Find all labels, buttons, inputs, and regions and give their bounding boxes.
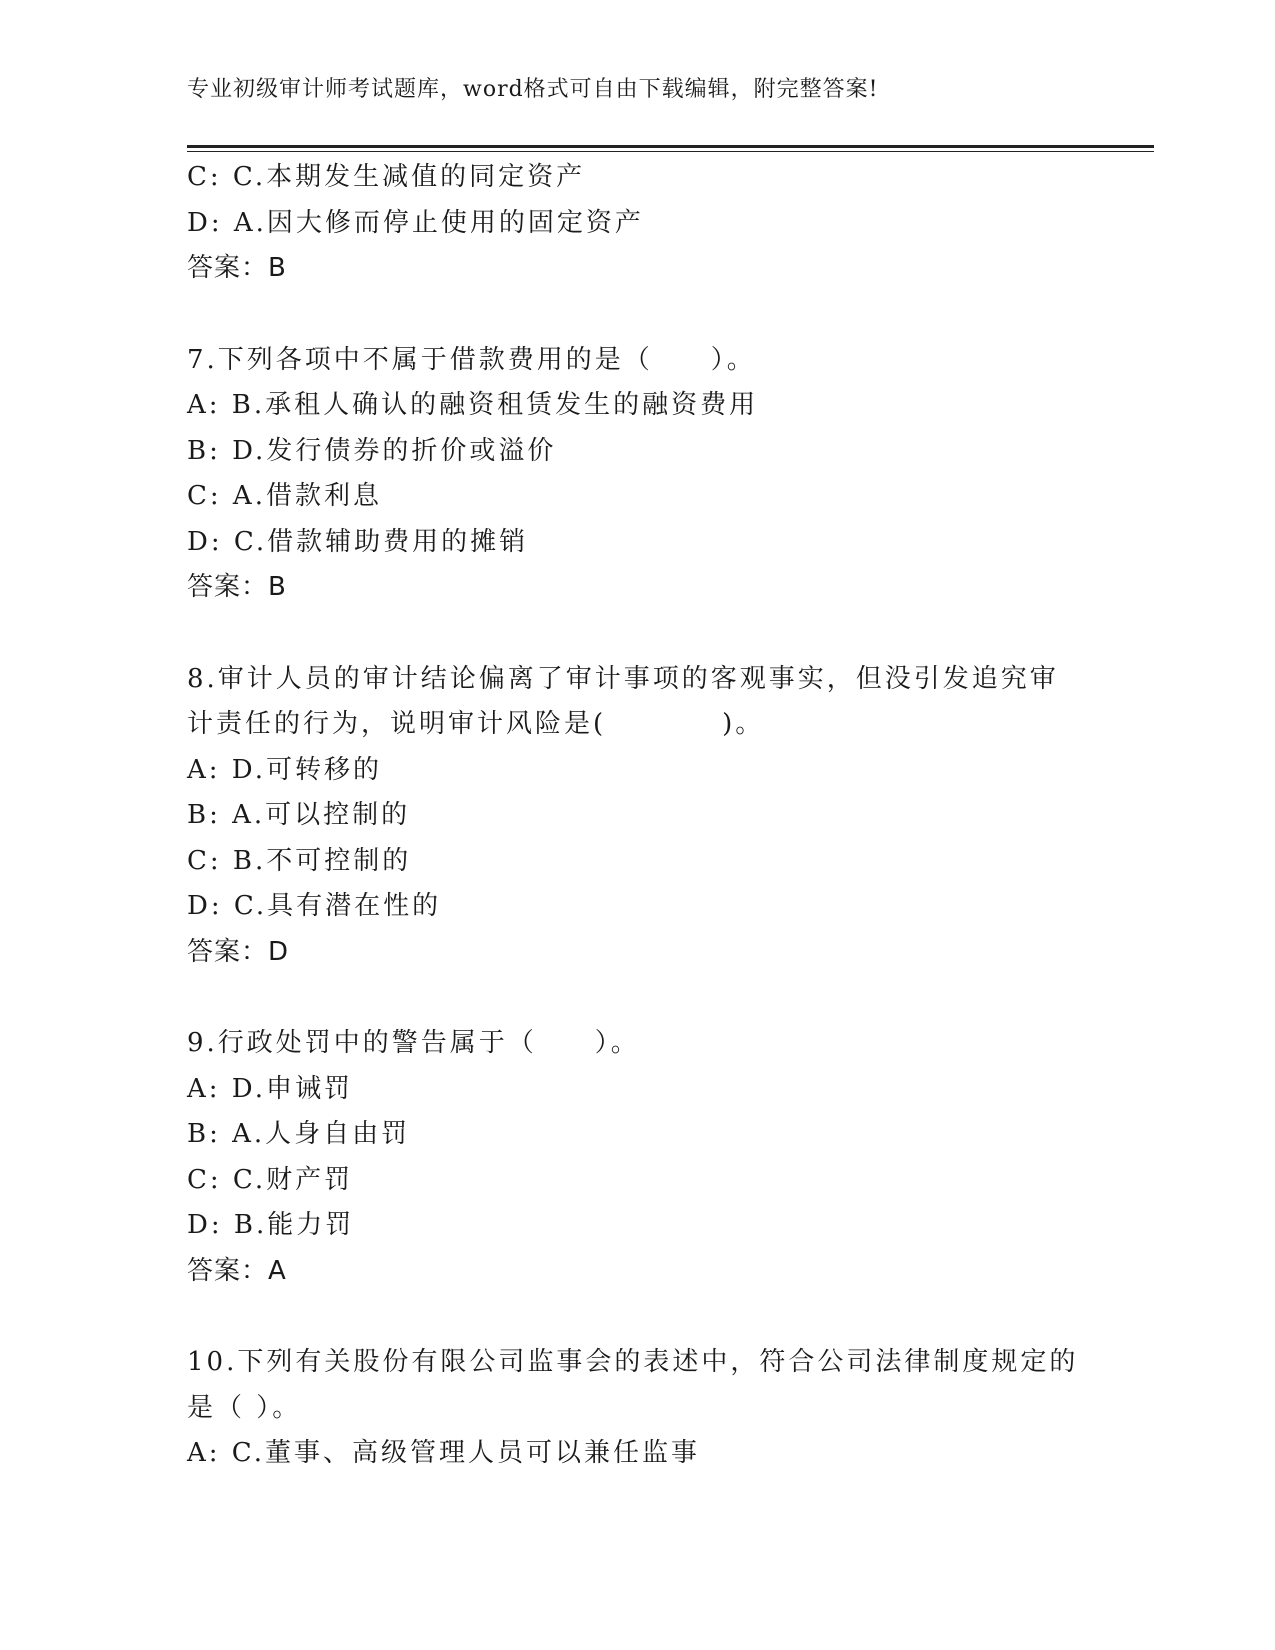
question-stem-line: 10.下列有关股份有限公司监事会的表述中，符合公司法律制度规定的 — [187, 1347, 1079, 1377]
answer-line: 答案：B — [187, 572, 287, 602]
question-stem: 9.行政处罚中的警告属于（ ）。 — [187, 1028, 640, 1058]
option-line: D: C.具有潜在性的 — [187, 891, 442, 921]
option-line: D: B.能力罚 — [187, 1210, 355, 1240]
question-stem-line: 是（ ）。 — [187, 1392, 302, 1423]
option-line: A: C.董事、高级管理人员可以兼任监事 — [187, 1438, 701, 1468]
header-note: 专业初级审计师考试题库，word格式可自由下载编辑，附完整答案! — [187, 77, 879, 102]
header-rule-thick — [187, 145, 1154, 148]
option-line: A: B.承租人确认的融资租赁发生的融资费用 — [187, 390, 759, 420]
header-rule-thin — [187, 151, 1154, 152]
option-line: C: B.不可控制的 — [187, 845, 412, 876]
question-stem-line: 计责任的行为，说明审计风险是( )。 — [187, 709, 765, 739]
option-line: C: C.本期发生减值的同定资产 — [187, 162, 586, 192]
answer-line: 答案：D — [187, 936, 290, 967]
option-line: B: A.人身自由罚 — [187, 1119, 411, 1149]
answer-line: 答案：B — [187, 253, 287, 283]
option-line: A: D.可转移的 — [187, 754, 382, 785]
option-line: C: A.借款利息 — [187, 481, 382, 511]
question-stem: 7.下列各项中不属于借款费用的是（ ）。 — [187, 344, 756, 375]
option-line: B: A.可以控制的 — [187, 800, 411, 830]
option-line: B: D.发行债券的折价或溢价 — [187, 435, 557, 466]
question-content — [187, 155, 1087, 1477]
answer-line: 答案：A — [187, 1255, 287, 1286]
option-line: C: C.财产罚 — [187, 1164, 354, 1195]
question-stem-line: 8.审计人员的审计结论偏离了审计事项的客观事实，但没引发追究审 — [187, 663, 1059, 694]
option-line: A: D.申诫罚 — [187, 1073, 353, 1104]
option-line: D: A.因大修而停止使用的固定资产 — [187, 207, 644, 238]
option-line: D: C.借款辅助费用的摊销 — [187, 526, 529, 557]
